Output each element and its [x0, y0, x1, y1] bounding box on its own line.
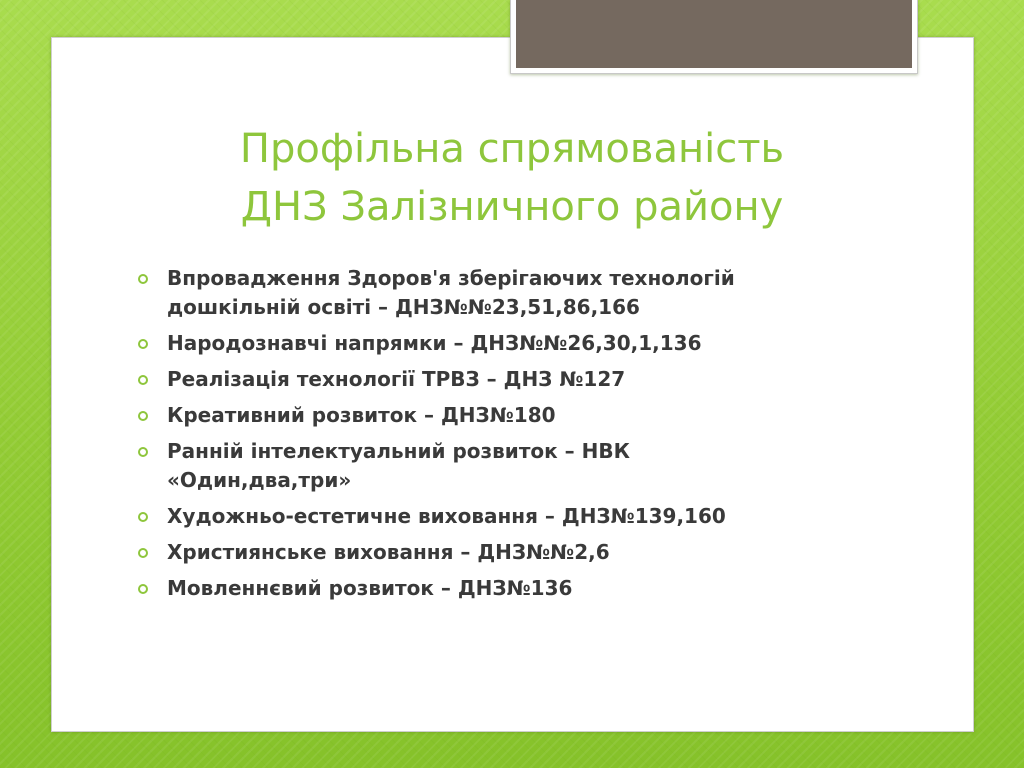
hollow-circle-icon	[138, 512, 148, 522]
hollow-circle-icon	[138, 548, 148, 558]
bullet-text: Реалізація технології ТРВЗ – ДНЗ №127	[167, 367, 626, 391]
slide-title-line-2: ДНЗ Залізничного району	[240, 184, 784, 230]
hollow-circle-icon	[138, 411, 148, 421]
slide-title-line-1: Профільна спрямованість	[239, 126, 785, 172]
accent-block	[516, 0, 912, 68]
bullet-item	[135, 329, 935, 358]
bullet-text-line-2: дошкільній освіті – ДНЗ№№23,51,86,166	[167, 295, 640, 319]
hollow-circle-icon	[138, 584, 148, 594]
bullet-item	[135, 437, 935, 495]
bullet-text: Креативний розвиток – ДНЗ№180	[167, 403, 556, 427]
bullet-text: Християнське виховання – ДНЗ№№2,6	[167, 540, 610, 564]
bullet-item	[135, 365, 935, 394]
bullet-text-line-1: Впровадження Здоров'я зберігаючих технологій	[167, 266, 735, 290]
bullet-text-line-2: «Один,два,три»	[167, 468, 352, 492]
bullet-list	[135, 264, 935, 610]
bullet-text-line-1: Ранній інтелектуальний розвиток – НВК	[167, 439, 630, 463]
bullet-text: Мовленнєвий розвиток – ДНЗ№136	[167, 576, 573, 600]
bullet-item	[135, 538, 935, 567]
bullet-item	[135, 574, 935, 603]
bullet-item	[135, 502, 935, 531]
hollow-circle-icon	[138, 339, 148, 349]
bullet-text: Художньо-естетичне виховання – ДНЗ№139,160	[167, 504, 726, 528]
bullet-item	[135, 401, 935, 430]
hollow-circle-icon	[138, 375, 148, 385]
hollow-circle-icon	[138, 447, 148, 457]
slide-title	[100, 120, 924, 236]
bullet-text: Народознавчі напрямки – ДНЗ№№26,30,1,136	[167, 331, 702, 355]
bullet-item	[135, 264, 935, 322]
hollow-circle-icon	[138, 274, 148, 284]
